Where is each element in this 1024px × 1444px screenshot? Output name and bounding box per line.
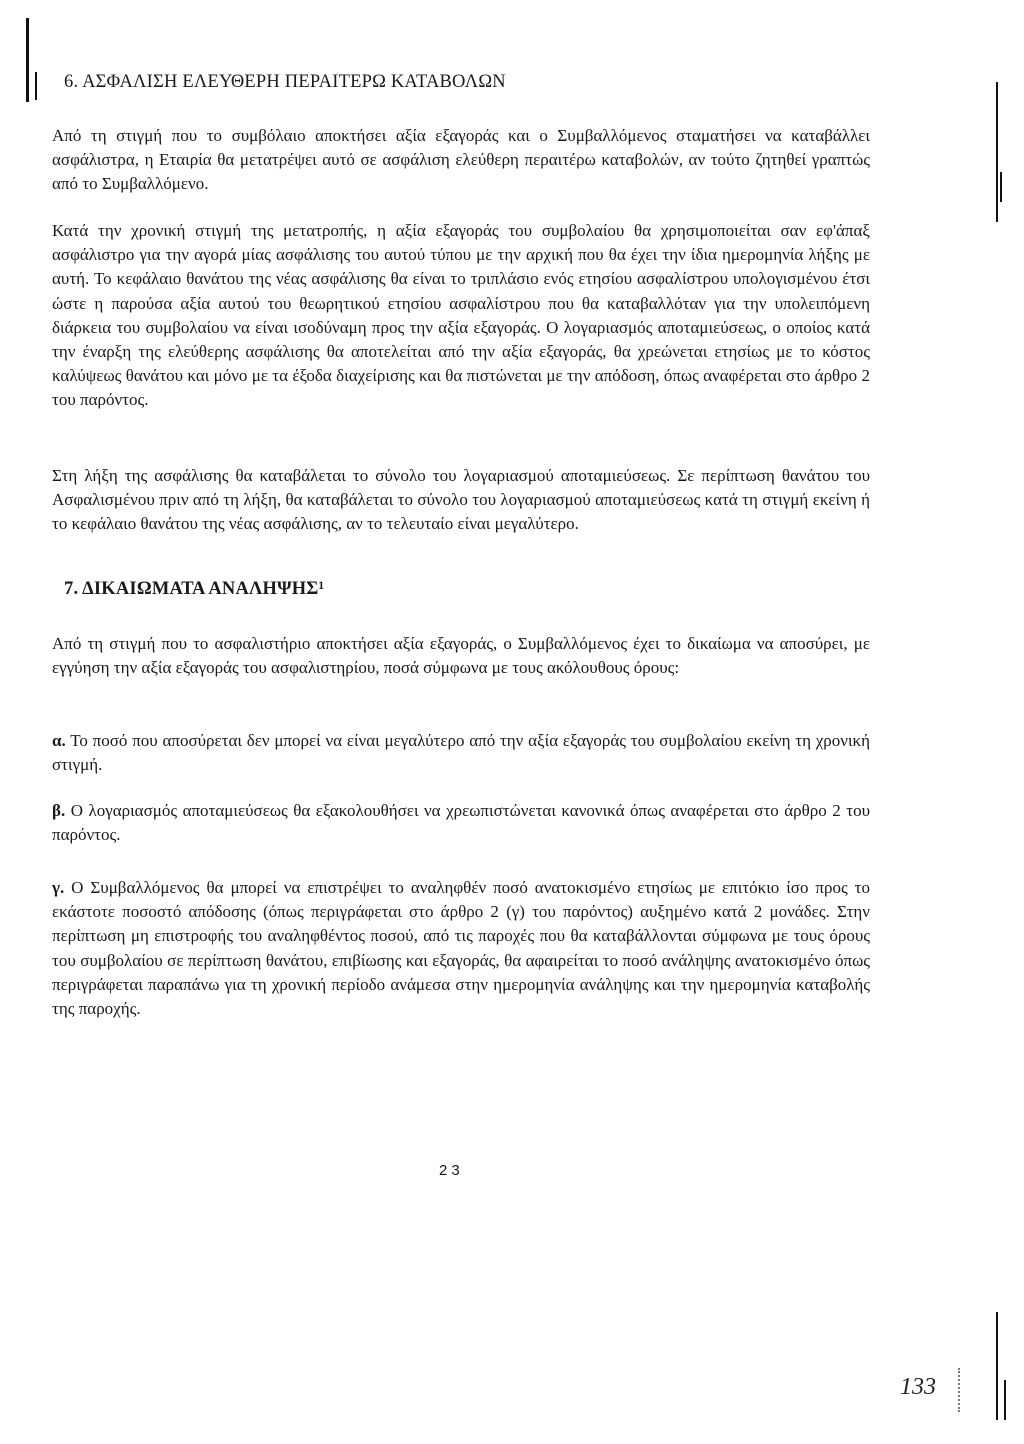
list-item-letter: β. bbox=[52, 801, 66, 820]
scan-edge-line bbox=[996, 82, 998, 222]
list-item-c bbox=[52, 876, 870, 1021]
list-item-text: Ο λογαριασμός αποταμιεύσεως θα εξακολουθήσει να χρεωπιστώνεται κανονικά όπως αναφέρεται στο άρθρο 2 του παρόντος. bbox=[52, 801, 870, 845]
section-6-paragraph-3: Στη λήξη της ασφάλισης θα καταβάλεται το σύνολο του λογαριασμού αποταμιεύσεως. Σε περίπτωση θανάτου του Ασφαλισμένου πριν από τη λήξη, θα καταβάλεται το σύνολο του λογαριασμού αποταμιεύσεως κατά τη στιγμή εκείνη ή το κεφάλαιο θανάτου της νέας ασφάλισης, αν το τελευταίο είναι μεγαλύτερο. bbox=[52, 466, 870, 534]
scan-dotted-line bbox=[958, 1368, 962, 1412]
list-item-letter: γ. bbox=[52, 878, 65, 897]
section-6-paragraph-2: Κατά την χρονική στιγμή της μετατροπής, η αξία εξαγοράς του συμβολαίου θα χρησιμοποιείται σαν εφ'άπαξ ασφάλιστρο για την αγορά μίας ασφάλισης του αυτού τύπου με την αρχική που θα έχει την ίδια ημερομηνία λήξης με αυτή. Το κεφάλαιο θανάτου της νέας ασφάλισης θα είναι το τριπλάσιο ενός ετησίου ασφαλίστρου υπολογισμένου έτσι ώστε η παρούσα αξία αυτού του θεωρητικού ετησίου ασφαλίστρου που θα καταβαλλόταν για την υπολειπόμενη διάρκεια του συμβολαίου να είναι ισοδύναμη προς την αξία εξαγοράς. Ο λογαριασμός αποταμιεύσεως, ο οποίος κατά την έναρξη της ελεύθερης ασφάλισης θα αποτελείται από την αξία εξαγοράς, θα χρεώνεται ετησίως με το κόστος καλύψεως θανάτου και μόνο με τα έξοδα διαχείρισης και θα πιστώνεται με την απόδοση, όπως αναφέρεται στο άρθρο 2 του παρόντος. bbox=[52, 221, 870, 410]
list-item-letter: α. bbox=[52, 731, 66, 750]
scan-edge-line bbox=[1000, 172, 1002, 202]
page-number: 23 bbox=[439, 1162, 464, 1179]
list-item-a bbox=[52, 729, 870, 777]
handwritten-page-number: 133 bbox=[900, 1374, 936, 1400]
list-item-b bbox=[52, 799, 870, 847]
section-7-heading: 7. ΔΙΚΑΙΩΜΑΤΑ ΑΝΑΛΗΨΗΣ¹ bbox=[64, 579, 325, 599]
scan-edge-line bbox=[26, 18, 29, 102]
scan-edge-line bbox=[996, 1312, 998, 1420]
scan-edge-line bbox=[35, 72, 37, 100]
section-6-heading: 6. ΑΣΦΑΛΙΣΗ ΕΛΕΥΘΕΡΗ ΠΕΡΑΙΤΕΡΩ ΚΑΤΑΒΟΛΩΝ bbox=[64, 72, 506, 92]
section-7-intro: Από τη στιγμή που το ασφαλιστήριο αποκτήσει αξία εξαγοράς, ο Συμβαλλόμενος έχει το δικαίωμα να αποσύρει, με εγγύηση την αξία εξαγοράς του ασφαλιστηρίου, ποσά σύμφωνα με τους ακόλουθους όρους: bbox=[52, 634, 870, 678]
scan-edge-line bbox=[1004, 1380, 1006, 1420]
list-item-text: Το ποσό που αποσύρεται δεν μπορεί να είναι μεγαλύτερο από την αξία εξαγοράς του συμβολαίου εκείνη τη χρονική στιγμή. bbox=[52, 731, 870, 775]
section-6-paragraph-1: Από τη στιγμή που το συμβόλαιο αποκτήσει αξία εξαγοράς και ο Συμβαλλόμενος σταματήσει να καταβάλλει ασφάλιστρα, η Εταιρία θα μετατρέψει αυτό σε ασφάλιση ελεύθερη περαιτέρω καταβολών, αν τούτο ζητηθεί γραπτώς από το Συμβαλλόμενο. bbox=[52, 126, 870, 194]
list-item-text: Ο Συμβαλλόμενος θα μπορεί να επιστρέψει το αναληφθέν ποσό ανατοκισμένο ετησίως με επιτόκιο ίσο προς το εκάστοτε ποσοστό απόδοσης (όπως περιγράφεται στο άρθρο 2 (γ) του παρόντος) αυξημένο κατά 2 μονάδες. Στην περίπτωση μη επιστροφής του αναληφθέντος ποσού, από τις παροχές που θα καταβάλλονται σύμφωνα με τους όρους του συμβολαίου σε περίπτωση θανάτου, επιβίωσης και εξαγοράς, θα αφαιρείται το ποσό ανάληψης ανατοκισμένο όπως περιγράφεται παραπάνω για τη χρονική περίοδο ανάμεσα στην ημερομηνία ανάληψης και την ημερομηνία καταβολής της παροχής. bbox=[52, 878, 870, 1019]
